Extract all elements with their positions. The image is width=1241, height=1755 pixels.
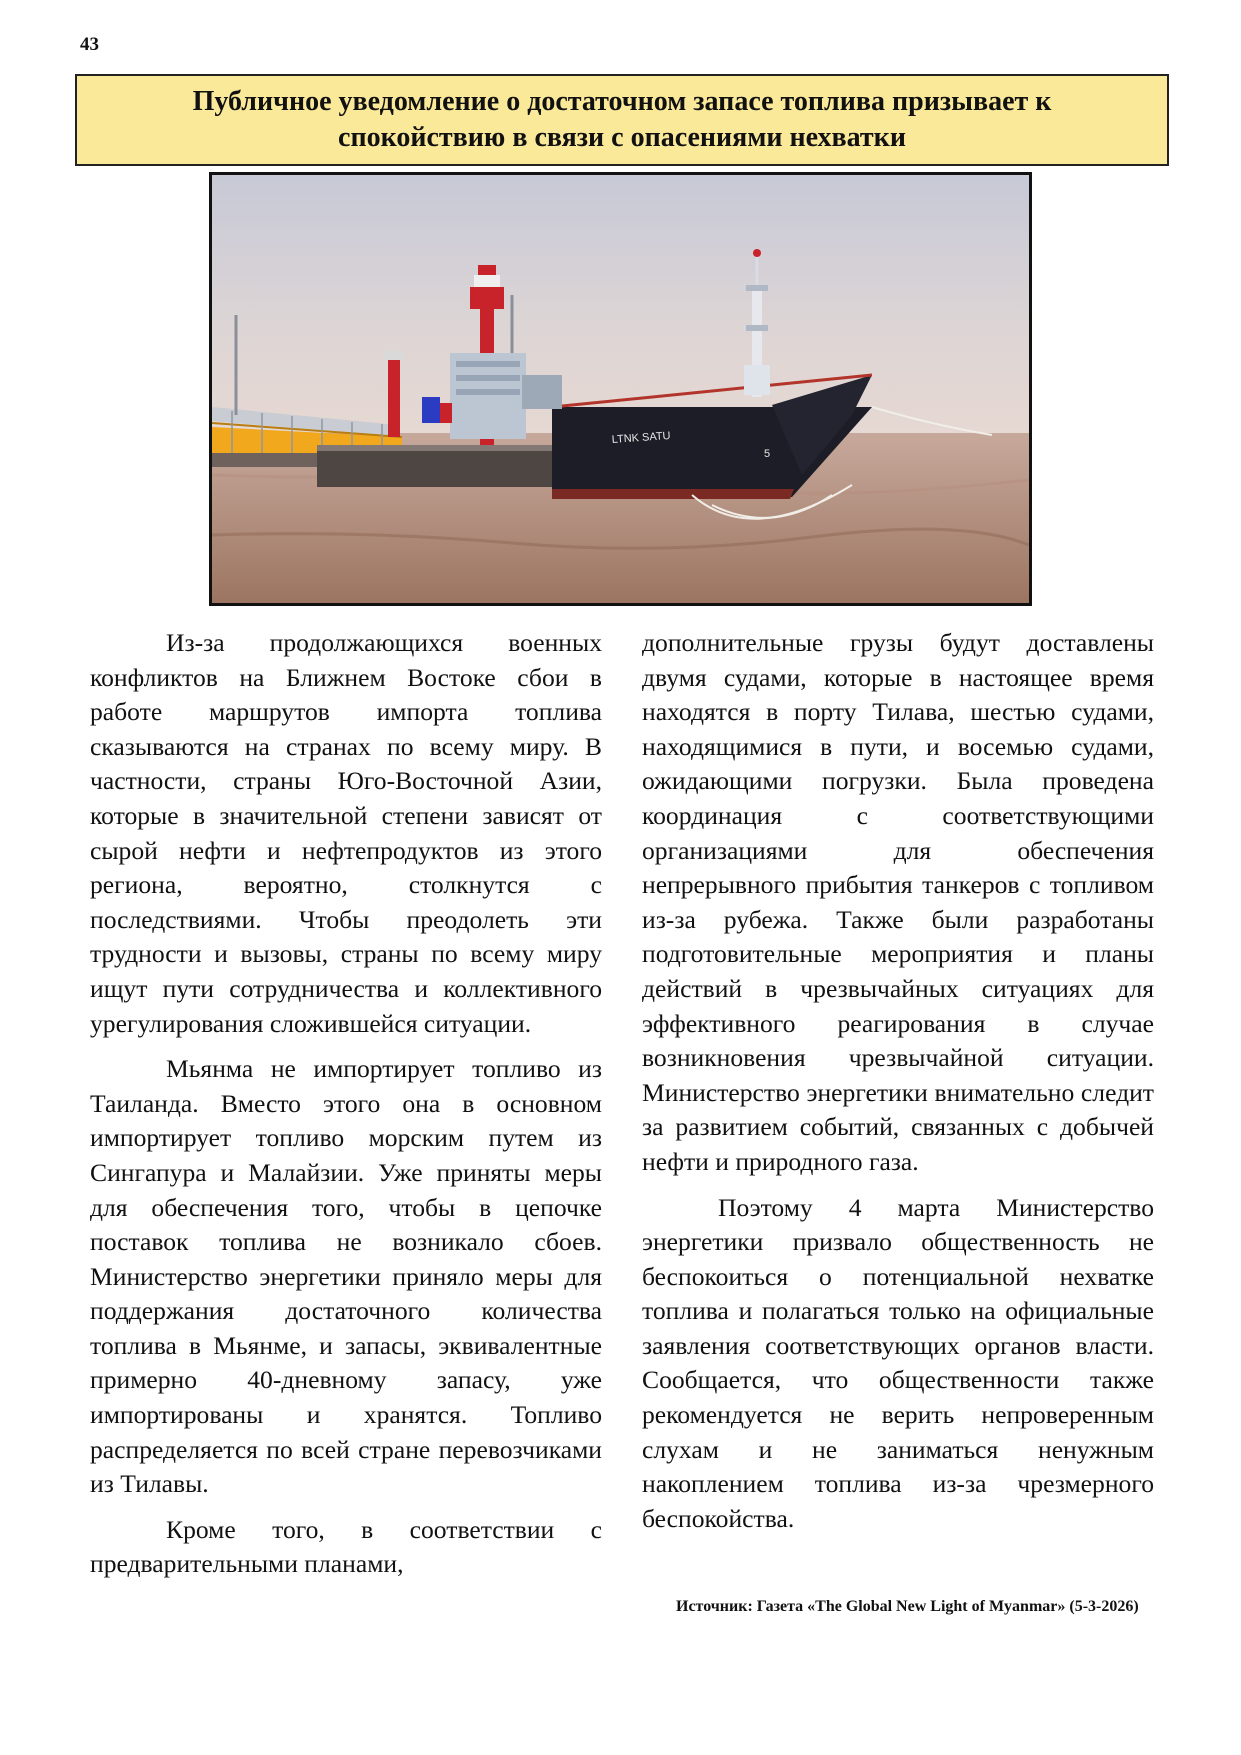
article-paragraph: Из-за продолжающихся военных конфликтов на Ближнем Востоке сбои в работе маршрутов импорта топлива сказываются на странах по всему миру. В частности, страны Юго-Восточной Азии, которые в значительной степени зависят от сырой нефти и нефтепродуктов из этого региона, вероятно, столкнутся с последствиями. Чтобы преодолеть эти трудности и вызовы, страны по всему миру ищут пути сотрудничества и коллективного урегулирования сложившейся ситуации. — [90, 628, 602, 1038]
bow-mark: 5 — [764, 448, 771, 460]
source-credit: Источник: Газета «The Global New Light of Myanmar» (5-3-2026) — [676, 1598, 1139, 1615]
tanker-at-jetty-illustration — [212, 175, 1029, 603]
sky — [212, 175, 1029, 435]
article-photo — [209, 172, 1032, 606]
article-title: Публичное уведомление о достаточном запасе топлива призывает к спокойствию в связи с опасениями нехватки — [75, 74, 1169, 166]
article-column-left — [90, 626, 602, 1582]
article-paragraph: Поэтому 4 марта Министерство энергетики призвало общественность не беспокоиться о потенциальной нехватке топлива и полагаться только на официальные заявления соответствующих органов власти. Сообщается, что общественности также рекомендуется не верить непроверенным слухам и не заниматься ненужным накоплением топлива из-за чрезмерного беспокойства. — [642, 1192, 1154, 1533]
page-number: 43 — [80, 34, 99, 55]
ship-name: LTNK SATU — [611, 429, 671, 446]
article-column-right — [642, 626, 1154, 1536]
article-paragraph: Кроме того, в соответствии с предварительными планами, — [90, 1514, 602, 1579]
article-paragraph: дополнительные грузы будут доставлены двумя судами, которые в настоящее время находятся в порту Тилава, шестью судами, находящимися в пути, и восемью судами, ожидающими погрузки. Была проведена координация с соответствующими организациями для обеспечения непрерывного прибытия танкеров с топливом из-за рубежа. Также были разработаны подготовительные мероприятия и планы действий в чрезвычайных ситуациях для эффективного реагирования в случае возникновения чрезвычайной ситуации. Министерство энергетики внимательно следит за развитием событий, связанных с добычей нефти и природного газа. — [642, 628, 1154, 1176]
article-paragraph: Мьянма не импортирует топливо из Таиланда. Вместо этого она в основном импортирует топливо морским путем из Сингапура и Малайзии. Уже приняты меры для обеспечения того, чтобы в цепочке поставок топлива не возникало сбоев. Министерство энергетики приняло меры для поддержания достаточного количества топлива в Мьянме, и запасы, эквивалентные примерно 40-дневному запасу, уже импортированы и хранятся. Топливо распределяется по всей стране перевозчиками из Тилавы. — [90, 1054, 602, 1499]
